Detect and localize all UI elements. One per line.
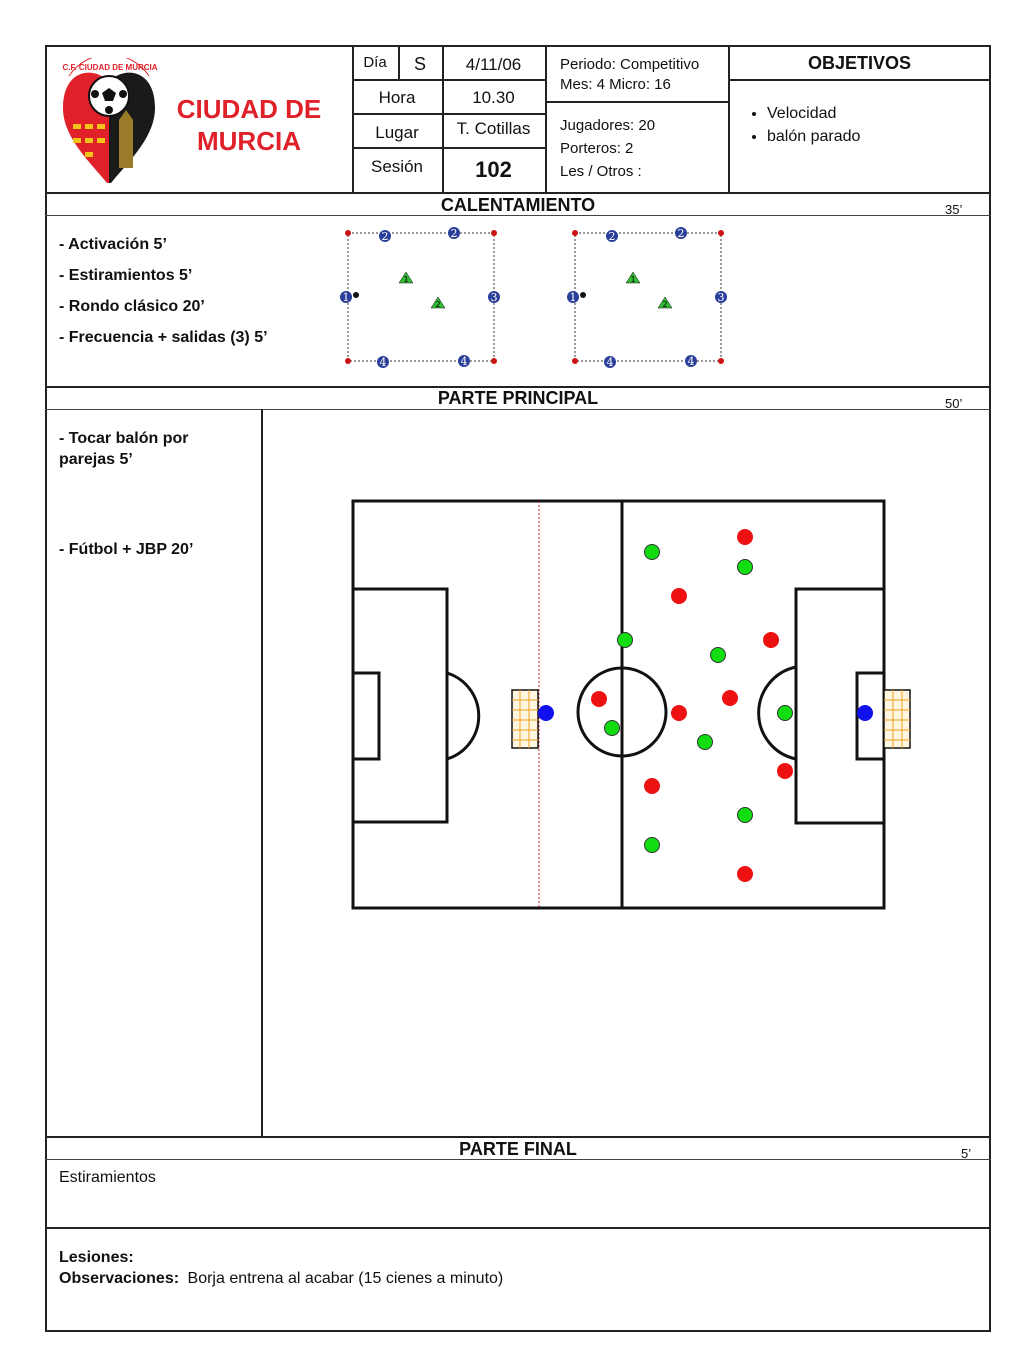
principal-column-divider — [261, 409, 263, 1137]
lugar-value: T. Cotillas — [456, 119, 531, 138]
player-red — [722, 690, 738, 706]
header-divider — [545, 101, 729, 103]
goalkeeper-blue — [538, 705, 554, 721]
player-number: 1 — [569, 291, 577, 304]
sesion-number: 102 — [475, 157, 512, 182]
player-number: 4 — [460, 355, 468, 368]
observaciones-label: Observaciones: — [59, 1270, 180, 1287]
objetivo-item: • Velocidad — [767, 102, 860, 125]
left-penalty-area — [353, 589, 447, 822]
right-penalty-area — [796, 589, 884, 823]
logo-text: C.F. CIUDAD DE MURCIA — [62, 63, 158, 72]
green-team — [605, 545, 793, 853]
player-number: 4 — [687, 355, 695, 368]
player-green — [645, 838, 660, 853]
calentamiento-time: 35’ — [945, 202, 963, 217]
player-red — [671, 705, 687, 721]
principal-item-1 — [59, 428, 188, 470]
player-red — [591, 691, 607, 707]
football-pitch-diagram — [350, 498, 914, 912]
player-number: 2 — [677, 227, 685, 240]
header-divider — [545, 45, 547, 193]
player-red — [737, 529, 753, 545]
final-text: Estiramientos — [59, 1169, 156, 1186]
objetivos-title: OBJETIVOS — [807, 53, 912, 73]
header-divider — [352, 79, 546, 81]
player-number: 2 — [381, 230, 389, 243]
left-goal-area — [353, 673, 379, 759]
warmup-item: - Rondo clásico 20’ — [59, 298, 205, 315]
left-penalty-arc — [447, 673, 479, 759]
defender-number: 2 — [435, 300, 441, 309]
player-number: 3 — [717, 291, 725, 304]
player-green — [618, 633, 633, 648]
ball-icon — [580, 292, 586, 298]
player-number: 4 — [606, 356, 614, 369]
otros-text: Les / Otros : — [560, 163, 642, 180]
player-red — [644, 778, 660, 794]
player-green — [738, 808, 753, 823]
defender-number: 1 — [403, 275, 409, 284]
calentamiento-title: CALENTAMIENTO — [440, 195, 596, 215]
sesion-label: Sesión — [371, 157, 423, 176]
player-green — [738, 560, 753, 575]
defender-number: 2 — [662, 300, 668, 309]
player-green — [605, 721, 620, 736]
player-red — [777, 763, 793, 779]
club-name-line1: CIUDAD DE — [176, 94, 322, 124]
player-green — [711, 648, 726, 663]
section-divider — [45, 192, 991, 194]
hora-value: 10.30 — [472, 88, 515, 107]
header-divider — [728, 79, 991, 81]
lugar-label: Lugar — [375, 123, 419, 142]
dia-value: S — [413, 54, 426, 74]
objetivo-item: • balón parado — [767, 125, 860, 148]
warmup-item: - Estiramientos 5’ — [59, 267, 193, 284]
club-logo — [55, 58, 163, 186]
header-divider — [352, 147, 546, 149]
player-green — [645, 545, 660, 560]
warmup-item: - Activación 5’ — [59, 236, 167, 253]
rondo-diagram-2 — [562, 222, 737, 372]
principal-title: PARTE PRINCIPAL — [437, 388, 599, 408]
jugadores-text: Jugadores: 20 — [560, 117, 656, 134]
rondo-square — [569, 230, 724, 364]
player-number: 1 — [342, 291, 350, 304]
lesiones-label: Lesiones: — [59, 1249, 134, 1266]
periodo-text: Periodo: Competitivo — [560, 56, 700, 73]
observaciones-row — [59, 1270, 503, 1288]
player-number: 4 — [379, 356, 387, 369]
club-name-line2: MURCIA — [197, 126, 301, 156]
left-goal-icon — [512, 690, 538, 748]
principal-item-2: - Fútbol + JBP 20’ — [59, 541, 194, 558]
player-green — [698, 735, 713, 750]
ball-icon — [353, 292, 359, 298]
section-divider — [45, 409, 991, 410]
observaciones-text: Borja entrena al acabar (15 cienes a minuto) — [187, 1270, 504, 1287]
porteros-text: Porteros: 2 — [560, 140, 634, 157]
section-divider — [45, 1136, 991, 1138]
goalkeeper-blue — [857, 705, 873, 721]
objetivos-list — [753, 102, 860, 148]
session-date: 4/11/06 — [465, 55, 522, 74]
rondo-diagram-1 — [335, 222, 510, 372]
rondo-square — [342, 230, 497, 364]
mes-micro-text: Mes: 4 Micro: 16 — [560, 76, 671, 93]
player-number: 3 — [490, 291, 498, 304]
principal-item-1-line1: - Tocar balón por — [59, 430, 189, 447]
header-divider — [352, 113, 546, 115]
player-red — [671, 588, 687, 604]
dia-label: Día — [363, 54, 387, 71]
player-number: 2 — [450, 227, 458, 240]
player-number: 2 — [608, 230, 616, 243]
final-time: 5’ — [961, 1146, 972, 1161]
player-red — [763, 632, 779, 648]
pitch-outline — [353, 501, 884, 908]
section-divider — [45, 1227, 991, 1229]
calentamiento-list — [59, 229, 268, 353]
warmup-item: - Frecuencia + salidas (3) 5’ — [59, 329, 268, 346]
player-red — [737, 866, 753, 882]
defender-number: 1 — [630, 275, 636, 284]
hora-label: Hora — [378, 88, 416, 107]
principal-item-1-line2: parejas 5’ — [59, 451, 133, 468]
final-title: PARTE FINAL — [459, 1139, 577, 1159]
principal-time: 50’ — [945, 396, 963, 411]
player-green — [778, 706, 793, 721]
right-goal-icon — [884, 690, 910, 748]
